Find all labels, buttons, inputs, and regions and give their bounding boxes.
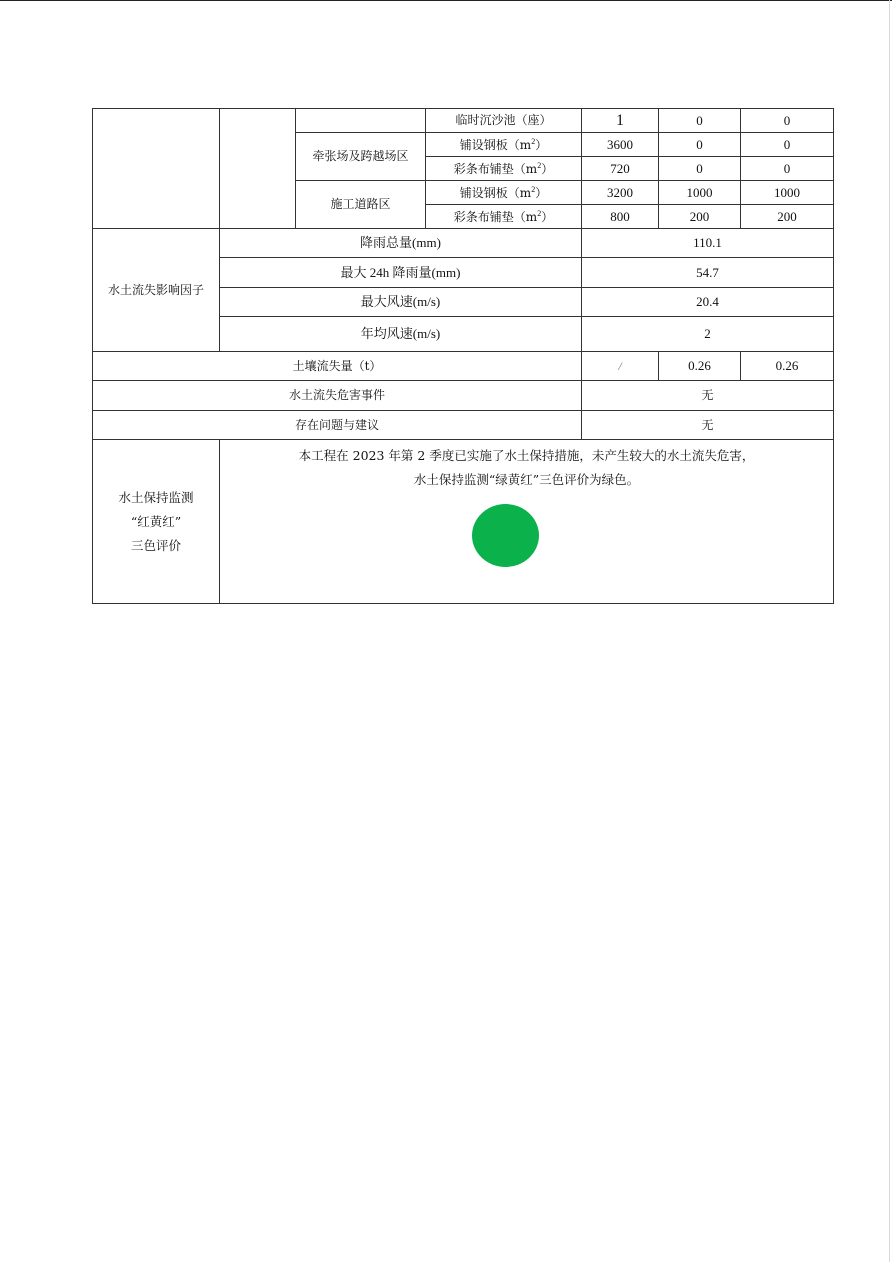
evaluation-text: 水土保持监测“绿黄红”三色评价为绿色。 bbox=[413, 472, 640, 487]
factors-label: 水土流失影响因子 bbox=[93, 229, 220, 352]
factor-value: 54.7 bbox=[582, 258, 834, 288]
factor-name: 最大风速(m/s) bbox=[220, 288, 582, 317]
hazard-value: 无 bbox=[582, 381, 834, 411]
planned-value: 800 bbox=[582, 205, 659, 229]
cumulative-value: 0 bbox=[741, 133, 834, 157]
page-top-border bbox=[0, 0, 892, 1]
empty-cell bbox=[296, 109, 426, 133]
table-row bbox=[93, 109, 834, 133]
table-row bbox=[93, 440, 834, 604]
monitoring-table bbox=[92, 108, 834, 604]
evaluation-title-line: 三色评价 bbox=[130, 537, 181, 553]
factor-value: 20.4 bbox=[582, 288, 834, 317]
planned-value: 1 bbox=[582, 109, 659, 133]
factor-name: 降雨总量(mm) bbox=[220, 229, 582, 258]
quarter-value: 0 bbox=[659, 157, 741, 181]
table-row bbox=[93, 381, 834, 411]
soil-loss-cumulative: 0.26 bbox=[741, 352, 834, 381]
cumulative-value: 0 bbox=[741, 157, 834, 181]
measure-item: 临时沉沙池（座） bbox=[426, 109, 582, 133]
measure-item: 彩条布铺垫$(m^2)$ bbox=[426, 157, 582, 181]
evaluation-content bbox=[220, 440, 834, 604]
factor-value: 2 bbox=[582, 317, 834, 352]
area-label: 牵张场及跨越场区 bbox=[296, 133, 426, 181]
issues-value: 无 bbox=[582, 411, 834, 440]
soil-loss-label: 土壤流失量（t） bbox=[93, 352, 582, 381]
evaluation-label bbox=[93, 440, 220, 604]
quarter-value: 0 bbox=[659, 109, 741, 133]
cumulative-value: 0 bbox=[741, 109, 834, 133]
measure-item: 彩条布铺垫$(m^2)$ bbox=[426, 205, 582, 229]
factor-value: 110.1 bbox=[582, 229, 834, 258]
issues-label: 存在问题与建议 bbox=[93, 411, 582, 440]
evaluation-title-line: “红黄红” bbox=[130, 513, 182, 529]
area-label: 施工道路区 bbox=[296, 181, 426, 229]
hazard-label: 水土流失危害事件 bbox=[93, 381, 582, 411]
table-row bbox=[93, 352, 834, 381]
planned-value: 3600 bbox=[582, 133, 659, 157]
planned-value: 720 bbox=[582, 157, 659, 181]
soil-loss-quarter: 0.26 bbox=[659, 352, 741, 381]
soil-loss-planned: / bbox=[582, 352, 659, 381]
cumulative-value: 1000 bbox=[741, 181, 834, 205]
cumulative-value: 200 bbox=[741, 205, 834, 229]
factor-name: 最大 24h 降雨量(mm) bbox=[220, 258, 582, 288]
page-right-edge bbox=[889, 0, 890, 1262]
measure-item: 铺设钢板$(m^2)$ bbox=[426, 181, 582, 205]
quarter-value: 0 bbox=[659, 133, 741, 157]
factor-name: 年均风速(m/s) bbox=[220, 317, 582, 352]
evaluation-title-line: 水土保持监测 bbox=[118, 489, 194, 505]
green-circle-icon bbox=[472, 504, 539, 567]
evaluation-text: 本工程在 2023 年第 2 季度已实施了水土保持措施，未产生较大的水土流失危害， bbox=[298, 448, 755, 463]
table-row bbox=[93, 229, 834, 258]
planned-value: 3200 bbox=[582, 181, 659, 205]
quarter-value: 1000 bbox=[659, 181, 741, 205]
measure-item: 铺设钢板$(m^2)$ bbox=[426, 133, 582, 157]
empty-cell bbox=[93, 109, 220, 229]
quarter-value: 200 bbox=[659, 205, 741, 229]
empty-cell bbox=[220, 109, 296, 229]
table-row bbox=[93, 411, 834, 440]
